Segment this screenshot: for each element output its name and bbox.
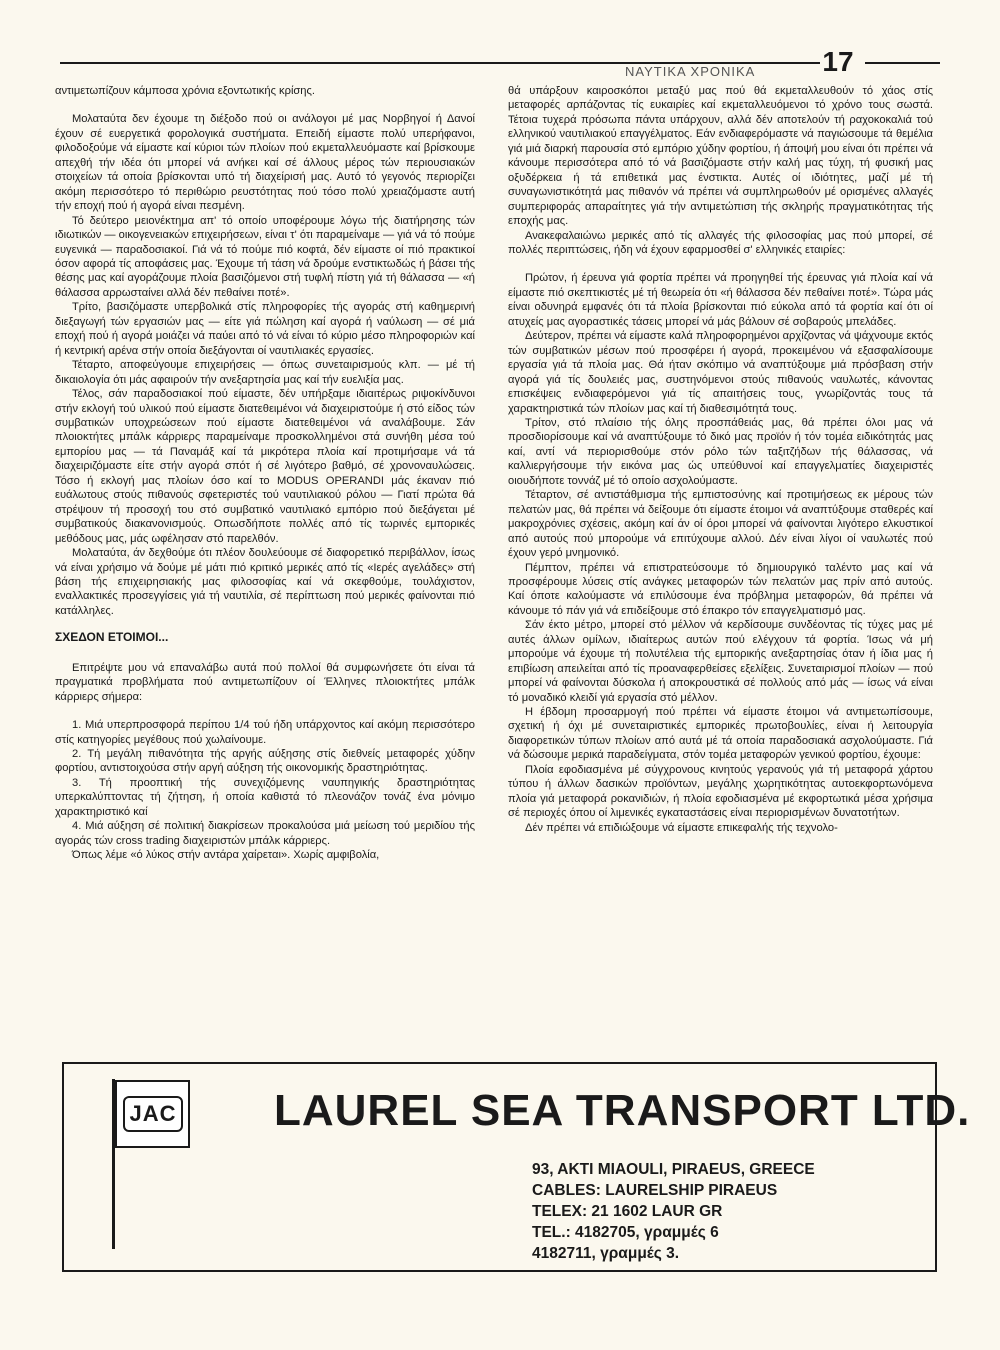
cables-line: CABLES: LAURELSHIP PIRAEUS (532, 1182, 778, 1199)
page-number: 17 (822, 46, 854, 77)
advertisement (62, 1062, 971, 1272)
paragraph: Δεύτερον, πρέπει νά είμαστε καλά πληροφορημένοι αρχίζοντας νά ψάχνουμε εκτός τών συμβατικών μέσων πού προσφέρει ή αγορά, προκειμένου νά εξασφαλίσουμε εργασία γιά τά πλοία μας. Θά ήταν σκόπιμο νά αναπτύξουμε μιά πρόσβαση στήν αγορά γιά τίς δουλειές μας, συστηνόμενοι στούς πιθανούς ναυλωτές, κάνοντας επισκέψεις ενδιαφερόμενοι γιά τίς απαιτήσεις τους, γνωρίζοντάς τους τά χαρακτηριστικά τών πλοίων μας καί τή διαθεσιμότητά τους. (508, 330, 933, 415)
list-item: 4. Μιά αύξηση σέ πολιτική διακρίσεων προκαλούσα μιά μείωση τού μεριδίου τής αγοράς τών cross trading διαχειριστών μπάλκ κάρριερς. (55, 820, 475, 847)
running-title: ΝΑΥΤΙΚΑ ΧΡΟΝΙΚΑ (625, 64, 756, 79)
right-column (508, 84, 933, 835)
section-heading: ΣΧΕΔΟΝ ΕΤΟΙΜΟΙ... (55, 630, 169, 645)
contact-block (532, 1159, 912, 1264)
list-item: 1. Μιά υπερπροσφορά περίπου 1/4 τού ήδη υπάρχοντος καί ακόμη περισσότερο στίς κατηγορίες μεγέθους πού χωλαίνουμε. (55, 719, 475, 746)
paragraph: Πέμπτον, πρέπει νά επιστρατεύσουμε τό δημιουργικό ταλέντο μας καί νά προσφέρουμε λύσεις στίς ανάγκες μεταφορών τών πελατών μας πρίν από αυτούς. Καί όποτε καλούμαστε νά επιλύσουμε ένα πρόβλημα μεταφορών, θά πρέπει νά κάνουμε τό πάν γιά νά επιδείξουμε στό έπακρο τόν επαγγελματισμό μας. (508, 561, 933, 617)
tel-line-1: TEL.: 4182705, γραμμές 6 (532, 1224, 719, 1241)
paragraph: Επιτρέψτε μου νά επαναλάβω αυτά πού πολλοί θά συμφωνήσετε ότι είναι τά πραγματικά προβλήματα πού αντιμετωπίζουν οί Έλληνες πλοιοκτήτες μπάλκ κάρριερς σήμερα: (55, 661, 475, 703)
paragraph: Τρίτον, στό πλαίσιο τής όλης προσπάθειάς μας, θά πρέπει όλοι μας νά προσδιορίσουμε καί νά αναπτύξουμε τό δικό μας προϊόν ή τόν τομέα ειδικότητάς μας καί, αντί νά περιορισθούμε στόν ρόλο τών ταξιτζήδων τής θάλασσας, νά καλλιεργήσουμε τήν εικόνα μας ώς υπεύθυνοί καί επαγγελματίες διαχειριστές οιουδήποτε τοννάζ μέ τό οποίο ασχολούμαστε. (508, 416, 933, 487)
paragraph: θά υπάρξουν καιροσκόποι μεταξύ μας πού θά εκμεταλλευθούν τό χάος στίς μεταφορές αρπάζοντας τίς ευκαιρίες καί εκμεταλλευόμενοι τό χρόνο τους σωστά. Τέτοια τυχερά πρόσωπα πάντα υπάρχουν, αλλά δέν αποτελούν τή ραχοκοκαλιά τού ελληνικού ναυτιλιακού επαγγέλματος. Εάν ενδιαφερόμαστε νά παγιώσουμε τά θεμέλια γιά μιά διαρκή παρουσία στό εμπόριο χύδην φορτίου, ή άποψή μου είναι ότι πρέπει νά κάνουμε περισσότερα από τό νά βασιζόμαστε στήν καλή μας τύχη, τή φυσική μας οξυδέρκεια ή τά επιθετικά μας ένστικτα. Αυτές οί ιδιότητες, μαζί μέ τή συναγωνιστικότητά μας πιθανόν νά πρέπει νά συμπληρωθούν μέ ορισμένες αλλαγές συμπεριφοράς απαραίτητες γιά τήν αντιμετώπιση τής σκληρής πραγματικότητας τής εποχής μας. (508, 85, 933, 228)
paragraph: Τρίτο, βασιζόμαστε υπερβολικά στίς πληροφορίες τής αγοράς στή καθημερινή διεξαγωγή τών εργασιών μας — είτε γιά πώληση καί αγορά ή ναύλωση — σέ μιά εποχή πού ή αγορά μοιάζει νά παύει από τό νά είναι τό κύριο μέσο πληροφοριών καί ή κεντρική αρένα στήν οποία διεξάγονται οί ναυτιλιακές εργασίες. (55, 301, 475, 357)
paragraph: Τέταρτον, σέ αντιστάθμισμα τής εμπιστοσύνης καί προτιμήσεως εκ μέρους τών πελατών μας, θά πρέπει νά δείξουμε ότι είμαστε έτοιμοι νά αναπτύξουμε σταθερές καί μακροχρόνιες σχέσεις, ακόμη καί άν οί όροι μπορεί νά φαίνονται λιγότερο ελκυστικοί από αυτούς πού μπορούμε νά επιτύχουμε αλλού. Δέν είναι λίγοι οί ναυλωτές πού έχουν γερό μνημονικό. (508, 489, 933, 560)
paragraph: Δέν πρέπει νά επιδιώξουμε νά είμαστε επικεφαλής τής τεχνολο- (525, 821, 838, 834)
list-item: 3. Τή προοπτική τής συνεχιζόμενης ναυπηγικής δραστηριότητας υπερκαλύπτοντας τή ζήτηση, ή οποία καθιστά τό πλεονάζον τονάζ ένα μόνιμο χαρακτηριστικό καί (55, 776, 475, 818)
paragraph: Τό δεύτερο μειονέκτημα απ' τό οποίο υποφέρουμε λόγω τής διατήρησης τών ιδιωτικών — οικογενειακών επιχειρήσεων, είναι τ' ότι παραμείναμε — γιά νά τό πούμε ευγενικά — παραδοσιακοί. Γιά νά τό πούμε πιό κοφτά, δέν είμαστε οί πιό πρακτικοί όσον αφορά τίς αποφάσεις μας. Έχουμε τή τάση νά δρούμε ενστικτωδώς ή βάσει τής θέσης μας καί αγοράζουμε πλοία βασιζόμενοι στή τυφλή πίστη γιά τή θάλασσα — «ή θάλασσα αρρωσταίνει αλλά δέν πεθαίνει ποτέ». (55, 214, 475, 299)
list-item: 2. Τή μεγάλη πιθανότητα τής αργής αύξησης στίς διεθνείς μεταφορές χύδην φορτίου, αντιστοιχούσα στήν αργή αύξηση τής οικονομικής δραστηριότητας. (55, 748, 475, 775)
paragraph: Ανακεφαλαιώνω μερικές από τίς αλλαγές τής φιλοσοφίας μας πού μπορεί, σέ πολλές περιπτώσεις, ήδη νά έχουν εφαρμοσθεί σ' ελληνικές εταιρίες: (508, 229, 933, 256)
logo-text: JAC (123, 1096, 183, 1132)
tel-line-2: 4182711, γραμμές 3. (532, 1245, 680, 1262)
left-column (55, 84, 475, 863)
paragraph: Μολαταύτα, άν δεχθούμε ότι πλέον δουλεύουμε σέ διαφορετικό περιβάλλον, ίσως νά είναι χρήσιμο νά δούμε μέ μάτι πιό κριτικό μερικές από τίς «Ιερές αγελάδες» στή βάση τής επιχειρησιακής μας φιλοσοφίας καί νά σκεφθούμε, τουλάχιστον, εναλλακτικές προσεγγίσεις γιά τή ναυτιλία, σέ περίπτωση πού μερικές φαίνονται πιό κατάλληλες. (55, 547, 475, 617)
company-name: LAUREL SEA TRANSPORT LTD. (274, 1086, 971, 1135)
paragraph: Τέλος, σάν παραδοσιακοί πού είμαστε, δέν υπήρξαμε ιδιαιτέρως ριψοκίνδυνοι στήν εκλογή τού υλικού πού είμαστε διατεθειμένοι νά διαχειριστούμε ή στό είδος τών συμβατικών υποχρεώσεων πού είμαστε διατεθειμένοι νά αναλάβουμε. Σάν πλοιοκτήτες μπάλκ κάρριερς παραμείναμε προσκολλημένοι στά συνήθη μέσα τού εμπορίου μας — τά Παναμάξ καί τά μικρότερα πλοία καί προτιμήσαμε νά τά διαχειριζόμαστε είτε στήν αγορά σπότ ή σέ λιγότερο βαθμό, σέ χρονοναυλώσεις. Τόσο ή εκλογή μας πλοίων όσο καί το MODUS OPERANDI μάς έκαναν πιό ευάλωτους στούς πιθανούς σφετεριστές τού ναυτιλιακού ρόλου — Γιατί πρώτα θά στρέψουν τή προσοχή του στό συμβατικό ναυτιλιακό εμπόριο πού διεξάγεται μέ συμβατικούς διακανονισμούς. Οπωσδήποτε πολλές από τίς τωρινές εμπορικές μεθόδους μας, μάς ωφέλησαν στό παρελθόν. (55, 388, 475, 545)
flag-logo (115, 1080, 190, 1148)
header-rule-right (865, 62, 940, 64)
address-line: 93, AKTI MIAOULI, PIRAEUS, GREECE (532, 1161, 815, 1178)
paragraph: Η έβδομη προσαρμογή πού πρέπει νά είμαστε έτοιμοι νά αντιμετωπίσουμε, σχετική ή όχι μέ συνεταιριστικές εμπορικές πρωτοβουλίες, είναι ή λειτουργία διαφορετικών τύπων πλοίων από αυτά μέ τά οποία παραδοσιακά ασχολούμαστε. Γιά νά δώσουμε μερικά παραδείγματα, στόν τομέα μεταφορών γενικού φορτίου, έχουμε: (508, 706, 933, 762)
paragraph: Πλοία εφοδιασμένα μέ σύγχρονους κινητούς γερανούς γιά τή μεταφορά χάρτου τύπου ή άλλων δασικών προϊόντων, μεγάλης χωρητικότητας αυτοεκφορτωνόμενα πλοία γιά μεταφορά ροκανιδιών, ή πλοία εφοδιασμένα μέ εκφορτωτικά μέσα χρήσιμα σέ περιοχές όπου οί λιμενικές εγκαταστάσεις είναι περιορισμένων δυνατοτήτων. (508, 763, 933, 820)
paragraph: Τέταρτο, αποφεύγουμε επιχειρήσεις — όπως συνεταιρισμούς κλπ. — μέ τή δικαιολογία ότι μάς αφαιρούν τήν ανεξαρτησία μας καί τήν ευελιξία μας. (55, 359, 475, 386)
paragraph: Σάν έκτο μέτρο, μπορεί στό μέλλον νά κερδίσουμε συνδέοντας τίς τύχες μας μέ αυτές άλλων ομίλων, ιδιαίτερως αυτών πού ελέγχουν τά φορτία. Ίσως νά μή μπορούμε νά έχουμε τή πολυτέλεια τής εμπορικής ανεξαρτησίας όταν ή ίδια μας ή επιβίωση απειλείται από τίς προαναφερθείσες εξελίξεις. Συνεταιρισμοί πλοίων — πού μπορεί νά φαίνονται δύσκολα ή αποκρουστικά σέ πολλούς από μάς — ίσως νά είναι τό μοναδικό κλειδί γιά εργασία στό μέλλον. (508, 619, 933, 704)
telex-line: TELEX: 21 1602 LAUR GR (532, 1203, 723, 1220)
paragraph: Πρώτον, ή έρευνα γιά φορτία πρέπει νά προηγηθεί τής έρευνας γιά πλοία καί νά είμαστε πιό σκεπτικιστές μέ τή θεωρεία ότι «ή θάλασσα δέν πεθαίνει ποτέ». Τώρα μάς είναι οδυνηρά εμφανές ότι τά πλοία βρίσκονται πιό εύκολα από τά φορτία καί ότι οί ατυχείς μας αγοραστικές τάσεις μπορεί νά μάς βάλουν σέ σοβαρούς μπελάδες. (508, 272, 933, 328)
paragraph: Μολαταύτα δεν έχουμε τη διέξοδο πού οι ανάλογοι μέ μας Νορβηγοί ή Δανοί έχουν σέ ευεργετικά φορολογικά συστήματα. Επειδή είμαστε πολύ υπερήφανοι, φιλοδοξούμε νά είμαστε καί κύριοι τών πλοίων πού εκμεταλλευόμαστε καί βρίσκουμε απεχθή τήν ιδέα ότι μπορεί νά ανήκει καί σέ άλλους μέρος τών περιουσιακών στοιχείων τά οποία βρίσκονται υπό τή διαχείρισή μας. Αυτό τό γεγονός περιορίζει ακόμη περισσότερο τό περιθώριο ρευστότητας πού τόσο πολύ χρειαζόμαστε αυτή τήν εποχή πού ή αγορά είναι πεσμένη. (55, 113, 475, 213)
paragraph: αντιμετωπίζουν κάμποσα χρόνια εξοντωτικής κρίσης. (55, 85, 315, 97)
paragraph: Όπως λέμε «ό λύκος στήν αντάρα χαίρεται». Χωρίς αμφιβολία, (72, 849, 380, 862)
